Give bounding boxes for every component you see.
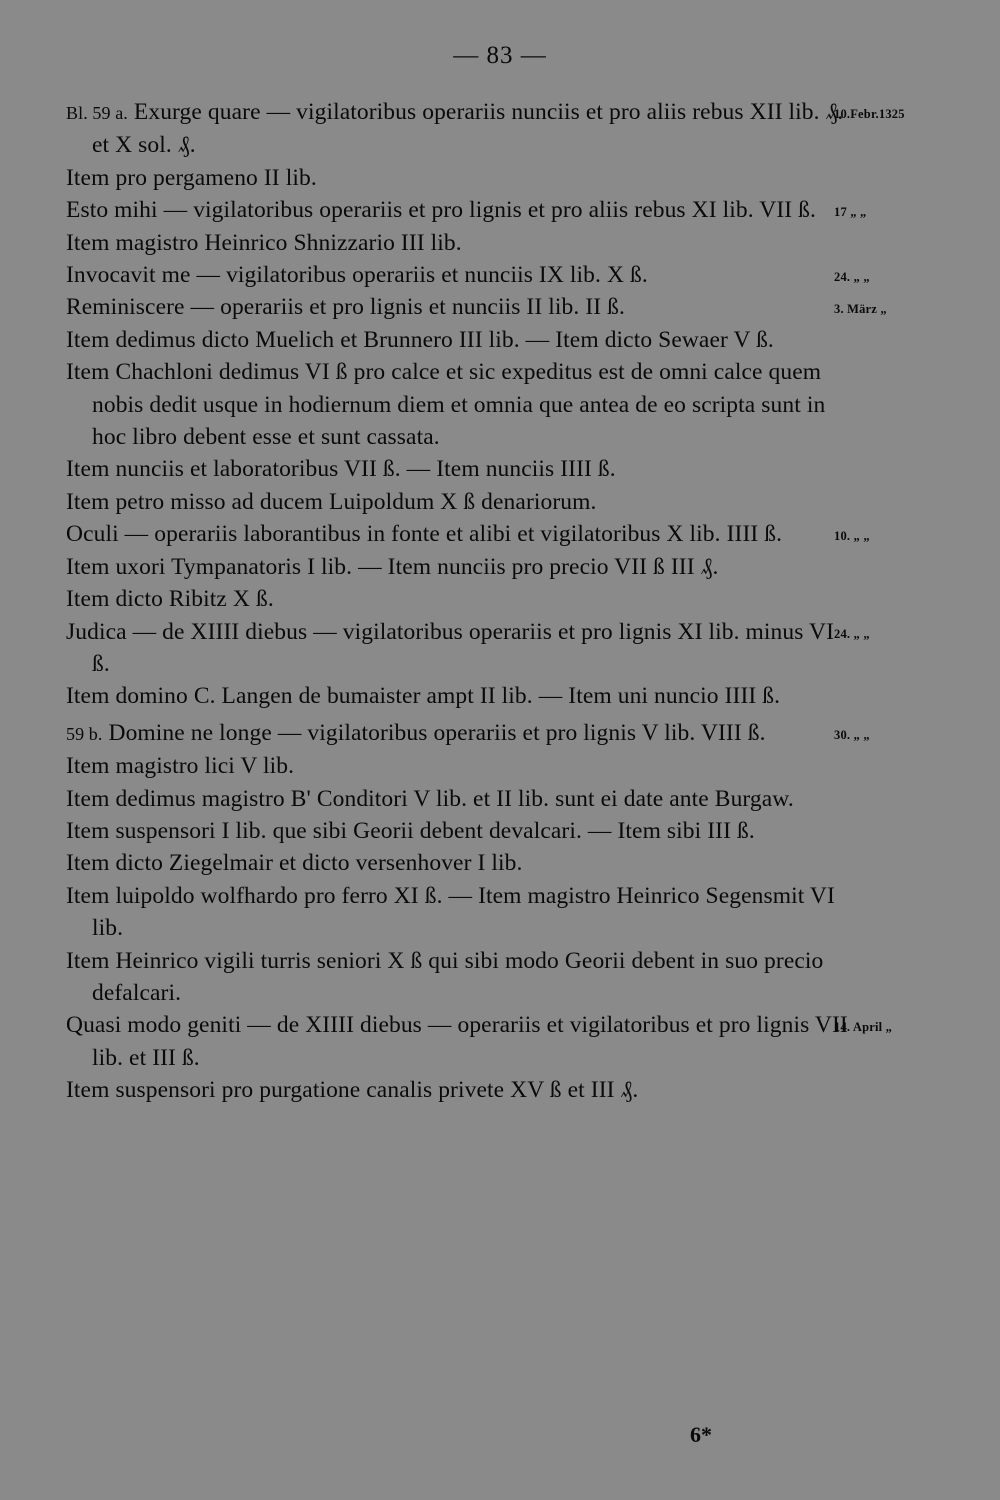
entry xyxy=(66,717,870,750)
entry-text: Item nunciis et laboratoribus VII ß. — Item nunciis IIII ß. xyxy=(66,456,616,483)
entry-text: Domine ne longe — vigilatoribus operariis et pro lignis V lib. VIII ß. xyxy=(108,719,766,746)
entry-text: Item luipoldo wolfhardo pro ferro XI ß. — Item magistro Heinrico Segensmit VI lib. xyxy=(66,882,835,942)
entry xyxy=(66,750,854,782)
entry xyxy=(66,162,854,194)
entry xyxy=(66,551,854,583)
entry xyxy=(66,815,854,847)
entry xyxy=(66,583,854,615)
entry-text: Reminiscere — operariis et pro lignis et nunciis II lib. II ß. xyxy=(66,294,625,321)
entry xyxy=(66,945,854,1010)
entry-text: Item dicto Ziegelmair et dicto versenhover I lib. xyxy=(66,850,523,877)
entry xyxy=(66,227,854,259)
entry-text: Item Chachloni dedimus VI ß pro calce et sic expeditus est de omni calce quem nobis dedit usque in hodiernum diem et omnia que antea de eo scripta sunt in hoc libro debent esse et sunt cassata. xyxy=(66,359,826,451)
entry-text: Item dedimus dicto Muelich et Brunnero III lib. — Item dicto Sewaer V ß. xyxy=(66,326,774,353)
date-note: 24. „ „ xyxy=(834,626,870,641)
entry-text: Item pro pergameno II lib. xyxy=(66,164,317,191)
entry xyxy=(66,356,854,453)
entry-text: Item uxori Tympanatoris I lib. — Item nunciis pro precio VII ß III ₰. xyxy=(66,553,719,580)
page-number: — 83 — xyxy=(453,42,547,69)
entry xyxy=(66,1009,893,1074)
entry-text: Item suspensori I lib. que sibi Georii debent devalcari. — Item sibi III ß. xyxy=(66,817,755,844)
entry-text: Oculi — operariis laborantibus in fonte et alibi et vigilatoribus X lib. IIII ß. xyxy=(66,521,783,548)
date-note: 24. „ „ xyxy=(834,270,870,285)
date-note: 10. „ „ xyxy=(834,529,870,544)
folio-label: Bl. 59 a. xyxy=(66,103,128,123)
entry xyxy=(66,96,905,162)
entry-text: Item dedimus magistro B' Conditori V lib. et II lib. sunt ei date ante Burgaw. xyxy=(66,785,794,812)
entry xyxy=(66,291,887,323)
entry xyxy=(66,616,870,681)
entry xyxy=(66,518,870,550)
entries-list xyxy=(66,96,966,1107)
folio-label: 59 b. xyxy=(66,723,103,744)
entry xyxy=(66,1074,854,1106)
entry-text: Invocavit me — vigilatoribus operariis et nunciis IX lib. X ß. xyxy=(66,262,648,289)
entry-text: Item Heinrico vigili turris seniori X ß qui sibi modo Georii debent in suo precio defalcari. xyxy=(66,947,824,1006)
entry xyxy=(66,259,870,291)
entry xyxy=(66,847,854,879)
entry-text: Item suspensori pro purgatione canalis privete XV ß et III ₰. xyxy=(66,1077,639,1104)
entry-text: Quasi modo geniti — de XIIII diebus — operariis et vigilatoribus et pro lignis VII lib. et III ß. xyxy=(66,1012,848,1071)
entry-text: Item dicto Ribitz X ß. xyxy=(66,586,274,613)
entry-text: Exurge quare — vigilatoribus operariis nunciis et pro aliis rebus XII lib. ₰. et X sol. ₰. xyxy=(92,99,844,159)
entry xyxy=(66,680,854,712)
entry xyxy=(66,324,854,356)
entry-text: Esto mihi — vigilatoribus operariis et pro lignis et pro aliis rebus XI lib. VII ß. xyxy=(66,197,816,224)
date-note: 30. „ „ xyxy=(834,727,870,742)
date-note: 3. März „ xyxy=(834,302,887,317)
entry xyxy=(66,453,854,485)
entry-text: Item petro misso ad ducem Luipoldum X ß denariorum. xyxy=(66,488,597,515)
entry xyxy=(66,194,867,226)
entry-text: Item magistro lici V lib. xyxy=(66,753,295,780)
entry xyxy=(66,880,854,945)
entry xyxy=(66,783,854,815)
entry-text: Item magistro Heinrico Shnizzario III lib. xyxy=(66,229,462,256)
date-note: 14. April „ xyxy=(834,1020,893,1035)
date-note: 17 „ „ xyxy=(834,205,867,220)
entry-text: Judica — de XIIII diebus — vigilatoribus operariis et pro lignis XI lib. minus VI ß. xyxy=(66,618,835,677)
entry-text: Item domino C. Langen de bumaister ampt II lib. — Item uni nuncio IIII ß. xyxy=(66,683,781,710)
entry xyxy=(66,486,854,518)
signature-mark: 6* xyxy=(690,1422,712,1447)
date-note: 10.Febr.1325 xyxy=(834,107,905,121)
